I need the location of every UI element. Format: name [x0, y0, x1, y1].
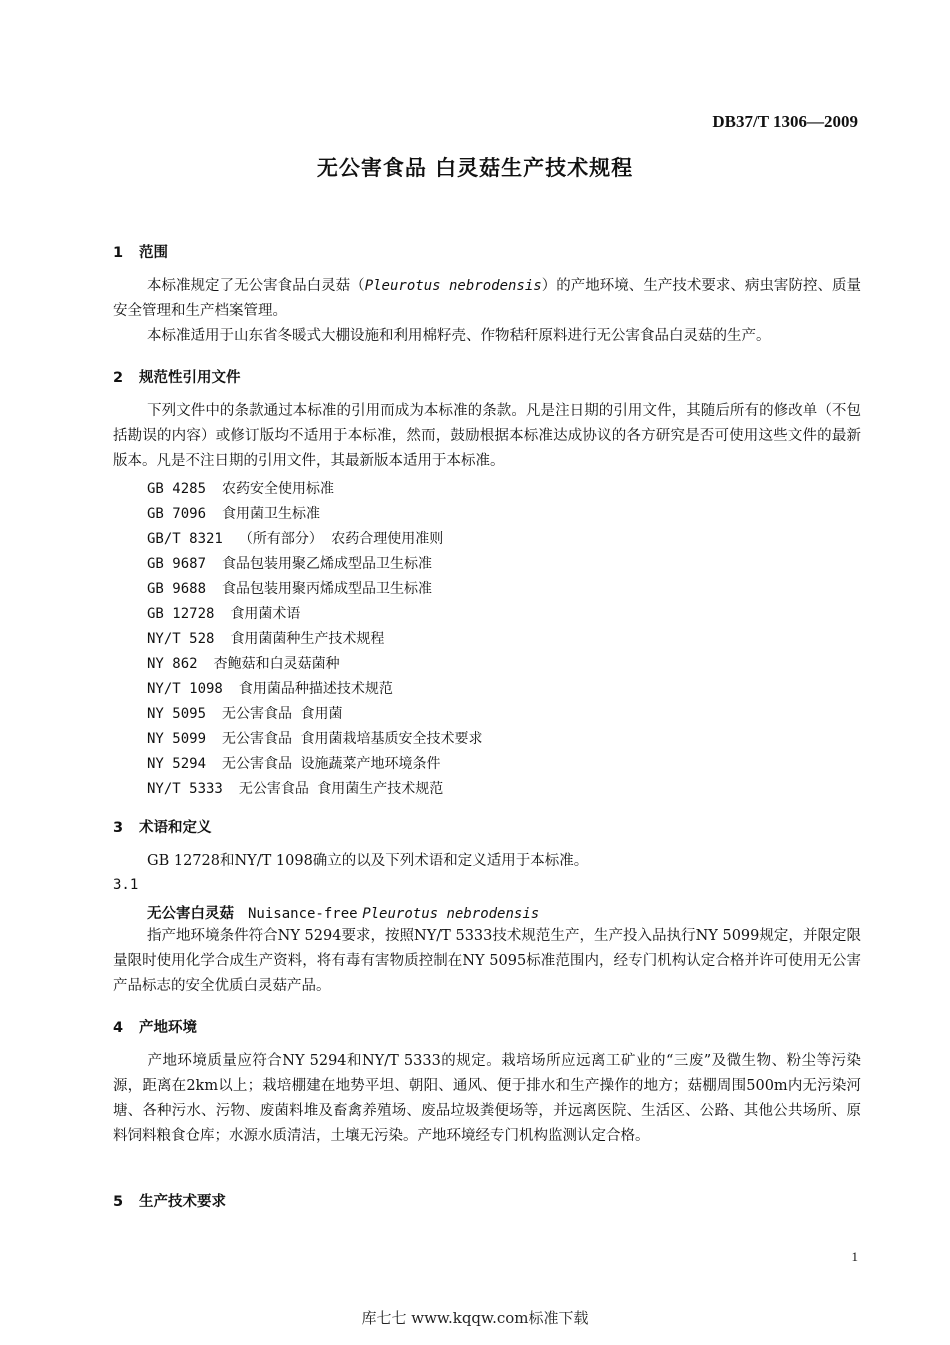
reference-code: GB 9688 [147, 581, 207, 597]
reference-item [147, 653, 340, 673]
reference-code: NY/T 528 [147, 631, 215, 647]
reference-title: 杏鲍菇和白灵菇菌种 [213, 656, 340, 672]
reference-code: NY 862 [147, 656, 198, 672]
section-3-paragraph [113, 849, 861, 874]
reference-code: GB/T 8321 [147, 531, 223, 547]
section-title: 术语和定义 [139, 820, 212, 836]
section-title: 生产技术要求 [139, 1194, 226, 1210]
section-1-heading [113, 241, 168, 262]
reference-title: 食用菌品种描述技术规范 [238, 681, 393, 697]
section-5-heading [113, 1190, 226, 1211]
reference-code: NY/T 5333 [147, 781, 223, 797]
reference-item [147, 753, 440, 773]
paragraph-text: ）的产地环境、生产技术要求、病虫害防控、质量安全管理和生产档案管理。 [113, 278, 861, 319]
footer-watermark: 库七七 www.kqqw.com标准下载 [361, 1309, 589, 1327]
reference-item [147, 578, 432, 598]
section-3-heading [113, 816, 212, 837]
reference-title: 无公害食品 食用菌 [222, 706, 343, 722]
reference-item [147, 728, 482, 748]
reference-code: GB 12728 [147, 606, 215, 622]
paragraph-text: 本标准规定了无公害食品白灵菇（ [147, 278, 365, 294]
page-title: 无公害食品 白灵菇生产技术规程 [316, 156, 634, 180]
reference-item [147, 553, 432, 573]
section-1-paragraph-1 [113, 274, 861, 324]
reference-title: 农药安全使用标准 [222, 481, 335, 497]
paragraph-text: 本标准适用于山东省冬暖式大棚设施和利用棉籽壳、作物秸秆原料进行无公害食品白灵菇的生产。 [147, 328, 771, 344]
reference-item [147, 628, 384, 648]
paragraph-text: GB 12728和NY/T 1098确立的以及下列术语和定义适用于本标准。 [147, 853, 589, 869]
section-4-paragraph [113, 1049, 861, 1149]
reference-code: GB 4285 [147, 481, 207, 497]
reference-code: NY 5294 [147, 756, 207, 772]
reference-code: GB 7096 [147, 506, 207, 522]
section-number: 1 [113, 245, 124, 261]
section-2-heading [113, 366, 241, 387]
document-number: DB37/T 1306—2009 [712, 112, 858, 131]
section-number: 2 [113, 370, 124, 386]
reference-item [147, 503, 320, 523]
section-title: 产地环境 [139, 1020, 197, 1036]
term-definition [113, 924, 861, 999]
section-number: 3 [113, 820, 124, 836]
section-1-paragraph-2 [113, 324, 873, 349]
subsection-number: 3.1 [113, 877, 139, 893]
reference-code: NY 5095 [147, 706, 207, 722]
reference-item [147, 678, 393, 698]
reference-title: 食用菌卫生标准 [222, 506, 321, 522]
section-number: 4 [113, 1020, 124, 1036]
paragraph-text: 指产地环境条件符合NY 5294要求，按照NY/T 5333技术规范生产，生产投入品执行NY 5099规定，并限定限量限时使用化学合成生产资料，将有毒有害物质控制在NY 5095标准范围内，经专门机构认定合格并许可使用无公害产品标志的安全优质白灵菇产品。 [113, 928, 861, 994]
reference-code: NY 5099 [147, 731, 207, 747]
reference-item [147, 703, 342, 723]
reference-code: GB 9687 [147, 556, 207, 572]
reference-title: 食品包装用聚乙烯成型品卫生标准 [222, 556, 433, 572]
reference-title: 无公害食品 食用菌栽培基质安全技术要求 [222, 731, 483, 747]
term-english: Nuisance-free [248, 906, 358, 922]
section-title: 规范性引用文件 [139, 370, 241, 386]
section-4-heading [113, 1016, 197, 1037]
reference-title: 无公害食品 设施蔬菜产地环境条件 [222, 756, 441, 772]
reference-item [147, 478, 334, 498]
reference-title: 食用菌菌种生产技术规程 [230, 631, 385, 647]
term-entry [147, 902, 539, 923]
paragraph-text: 下列文件中的条款通过本标准的引用而成为本标准的条款。凡是注日期的引用文件，其随后所有的修改单（不包括勘误的内容）或修订版均不适用于本标准，然而，鼓励根据本标准达成协议的各方研究是否可使用这些文件的最新版本。凡是不注日期的引用文件，其最新版本适用于本标准。 [113, 403, 861, 469]
reference-item [147, 603, 300, 623]
page-number: 1 [851, 1249, 858, 1264]
section-title: 范围 [139, 245, 168, 261]
term-latin: Pleurotus nebrodensis [362, 906, 540, 922]
reference-title: （所有部分） 农药合理使用准则 [238, 531, 444, 547]
reference-code: NY/T 1098 [147, 681, 223, 697]
section-2-paragraph [113, 399, 861, 474]
reference-title: 无公害食品 食用菌生产技术规范 [238, 781, 444, 797]
term-chinese: 无公害白灵菇 [147, 906, 234, 922]
reference-title: 食用菌术语 [230, 606, 301, 622]
latin-name: Pleurotus nebrodensis [364, 278, 542, 294]
reference-item [147, 778, 443, 798]
section-number: 5 [113, 1194, 124, 1210]
paragraph-text: 产地环境质量应符合NY 5294和NY/T 5333的规定。栽培场所应远离工矿业的“三废”及微生物、粉尘等污染源，距离在2km以上；栽培棚建在地势平坦、朝阳、通风、便于排水和生产操作的地方；菇棚周围500m内无污染河塘、各种污水、污物、废菌料堆及畜禽养殖场、废品垃圾粪便场等，并远离医院、生活区、公路、其他公共场所、原料饲料粮食仓库；水源水质清洁，土壤无污染。产地环境经专门机构监测认定合格。 [113, 1053, 861, 1144]
reference-item [147, 528, 443, 548]
reference-title: 食品包装用聚丙烯成型品卫生标准 [222, 581, 433, 597]
